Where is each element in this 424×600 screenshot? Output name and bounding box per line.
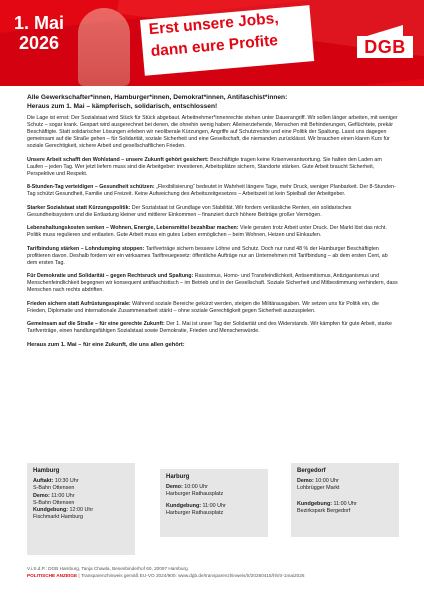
paragraph-text: „Flexibilisierung“ bedeutet in Wahrheit längere Tage, mehr Druck, weniger Planbarkeit. Der 8-Stunden-Tag schützt Gesundheit, Familie und Freizeit. Keine Aufweichung des Arbeitszeitgesetzes – Arbeitszeit ist kein Spielball der Arbeitgeber. <box>27 184 396 198</box>
paragraph-title: Tarifbindung stärken – Lohndumping stoppen: <box>27 245 145 252</box>
headline-line-1: Alle Gewerkschafter*innen, Hamburger*innen, Demokrat*innen, Antifaschist*innen: <box>27 94 288 101</box>
paragraph <box>27 246 399 267</box>
paragraph-text: Der Sozialstaat ist Grundlage von Stabilität. Wir fordern verlässliche Renten, ein solidarisches Gesundheitssystem und die Entlastung kleiner und mittlerer Einkommen – finanziert durch höhere Beiträge großer Vermögen. <box>27 204 352 218</box>
paragraph <box>27 225 399 239</box>
main-content <box>27 94 399 355</box>
raised-fist-image <box>78 8 130 86</box>
demo-line: Kundgebung: 12:00 Uhr <box>33 507 94 514</box>
paragraph-title: 8-Stunden-Tag verteidigen – Gesundheit schützen: <box>27 184 155 191</box>
transparency-text: | Transparenzhinweis gemäß EU-VO 2024/900: www.dgb.de/transparenzhinweis/tr/20260415/hh/tr-1mai2026 <box>77 572 305 578</box>
paragraph-title: Lebenshaltungskosten senken – Wohnen, Energie, Lebensmittel bezahlbar machen: <box>27 225 239 232</box>
demo-city: Bergedorf <box>297 468 326 474</box>
paragraph <box>27 273 399 294</box>
demo-line: Demo: 10:00 Uhr <box>166 484 208 491</box>
paragraph <box>27 205 399 219</box>
paragraph-title: Starker Sozialstaat statt Kürzungspolitik: <box>27 204 131 211</box>
paragraph-title: Für Demokratie und Solidarität – gegen Rechtsruck und Spaltung: <box>27 273 194 280</box>
political-ad-label: POLITISCHE ANZEIGE <box>27 572 78 578</box>
demo-line: Lohbrügger Markt <box>297 485 340 492</box>
demo-line: Harburger Rathausplatz <box>166 491 224 498</box>
demo-line: Demo: 11:00 Uhr <box>33 492 75 499</box>
demo-line: S-Bahn Ottensen <box>33 485 75 492</box>
slogan-line-2: dann eure Profite <box>150 32 279 61</box>
demo-line: S-Bahn Ottensen <box>33 499 75 506</box>
demo-line: Demo: 10:00 Uhr <box>297 478 339 485</box>
paragraph-text: Der 1. Mai ist unser Tag der Solidarität und des Widerstands. Wir kämpfen für gute Arbeit, starke Tarifverträge, einen handlungsfähigen Sozialstaat sowie Demokratie, Frieden und Menschenwürde. <box>27 321 392 335</box>
date-day: 1. Mai <box>14 13 65 33</box>
event-date <box>14 13 64 53</box>
paragraph <box>27 321 399 335</box>
paragraph <box>27 184 399 198</box>
demo-line: Bezirkspark Bergedorf <box>297 507 351 514</box>
transparency-notice <box>27 573 399 580</box>
demo-line: Harburger Rathausplatz <box>166 509 224 516</box>
paragraph-text: Viele geraten trotz Arbeit unter Druck. Der Markt löst das nicht. Politik muss regulieren und entlasten. Gute Arbeit muss ein gutes Leben ermöglichen – beim Wohnen, Heizen und Einkaufen. <box>27 225 387 239</box>
paragraph <box>27 301 399 315</box>
imprint: V.i.S.d.P.: DGB Hamburg, Tanja Chawla, Besenbinderhof 60, 20097 Hamburg <box>27 566 188 571</box>
footer <box>27 566 399 579</box>
demo-locations <box>27 463 399 535</box>
slogan-line-1: Erst unsere Jobs, <box>148 9 280 39</box>
paragraph-text: Tarifverträge sichern bessere Löhne und Schutz. Doch nur rund 48 % der Hamburger Beschäftigten profitieren davon. Deshalb fordern wir ein wirksames Tariftreuegesetz: öffentliche Aufträge nur an Unternehmen mit Tarifbindung – ab dem ersten Cent, ab dem ersten Tag. <box>27 245 388 266</box>
dgb-logo: DGB <box>357 36 413 58</box>
headline-line-2: Heraus zum 1. Mai – kämpferisch, solidarisch, entschlossen! <box>27 102 218 110</box>
paragraph-text: Beschäftigte tragen keine Krisenverantwortung. Sie halten den Laden am Laufen – jeden Tag. Wer jetzt liefern muss sind die Arbeitgeber: investieren, Arbeitsplätze sichern, Standorte stärken. Gute Arbeit braucht Sicherheit, Perspektive und Respekt. <box>27 156 382 177</box>
demo-line: Auftakt: 10:30 Uhr <box>33 478 79 485</box>
demo-box-hamburg <box>27 463 135 555</box>
intro-paragraph: Die Lage ist ernst: Der Sozialstaat wird Stück für Stück abgebaut. Arbeitnehmer*innenrechte stehen unter Dauerangriff. Wir sollen länger arbeiten, mit weniger Schutz – sogar krank. Gespart wird ausgerechnet bei denen, die ohnehin wenig haben: Alleinerziehende, Menschen mit Behinderungen, Geflüchtete, prekär Beschäftigte. Statt solidarischer Lösungen erleben wir neoliberale Kürzungen, Angriffe auf Schutzrechte und eine Politik der Spaltung. Lasst uns dagegen gemeinsam auf die Straße gehen – für Solidarität, soziale Sicherheit und eine Gesellschaft, die niemanden zurücklässt. Wir brauchen einen klaren Kurs für soziale Gerechtigkeit, sichere Arbeit und gesellschaftlichen Frieden. <box>27 115 398 150</box>
paragraph <box>27 157 399 178</box>
paragraph-text: Während soziale Bereiche gekürzt werden, steigen die Militärausgaben. Wir setzen uns für Politik ein, die Frieden, Diplomatie und internationale Zusammenarbeit stärkt – ohne soziale Gerechtigkeit gegen Sicherheit auszuspielen. <box>27 300 379 314</box>
date-year: 2026 <box>18 33 60 53</box>
paragraph-title: Gemeinsam auf die Straße – für eine gerechte Zukunft: <box>27 321 165 328</box>
page-headline <box>27 94 399 111</box>
demo-line: Kundgebung: 11:00 Uhr <box>166 502 226 509</box>
paragraph-title: Frieden sichern statt Aufrüstungsspirale: <box>27 300 131 307</box>
demo-box-bergedorf <box>291 463 399 537</box>
demo-line: Kundgebung: 11:00 Uhr <box>297 500 357 507</box>
demo-line: Fischmarkt Hamburg <box>33 514 84 521</box>
demo-city: Harburg <box>166 474 190 480</box>
demo-city: Hamburg <box>33 468 60 474</box>
demo-box-harburg <box>160 469 268 537</box>
paragraph-text: Rassismus, Homo- und Transfeindlichkeit, Antisemitismus, Antiziganismus und Menschenfeindlichkeit begegnen wir konsequent antifaschistisch – im Betrieb und in der Gesellschaft. Soziale Sicherheit und Mitbestimmung verhindern, dass Menschen nach rechts abdriften. <box>27 273 398 294</box>
header-banner <box>0 0 424 86</box>
paragraph-title: Unsere Arbeit schafft den Wohlstand – unsere Zukunft gehört gesichert: <box>27 156 209 163</box>
call-to-action: Heraus zum 1. Mai – für eine Zukunft, die uns allen gehört: <box>27 341 185 348</box>
